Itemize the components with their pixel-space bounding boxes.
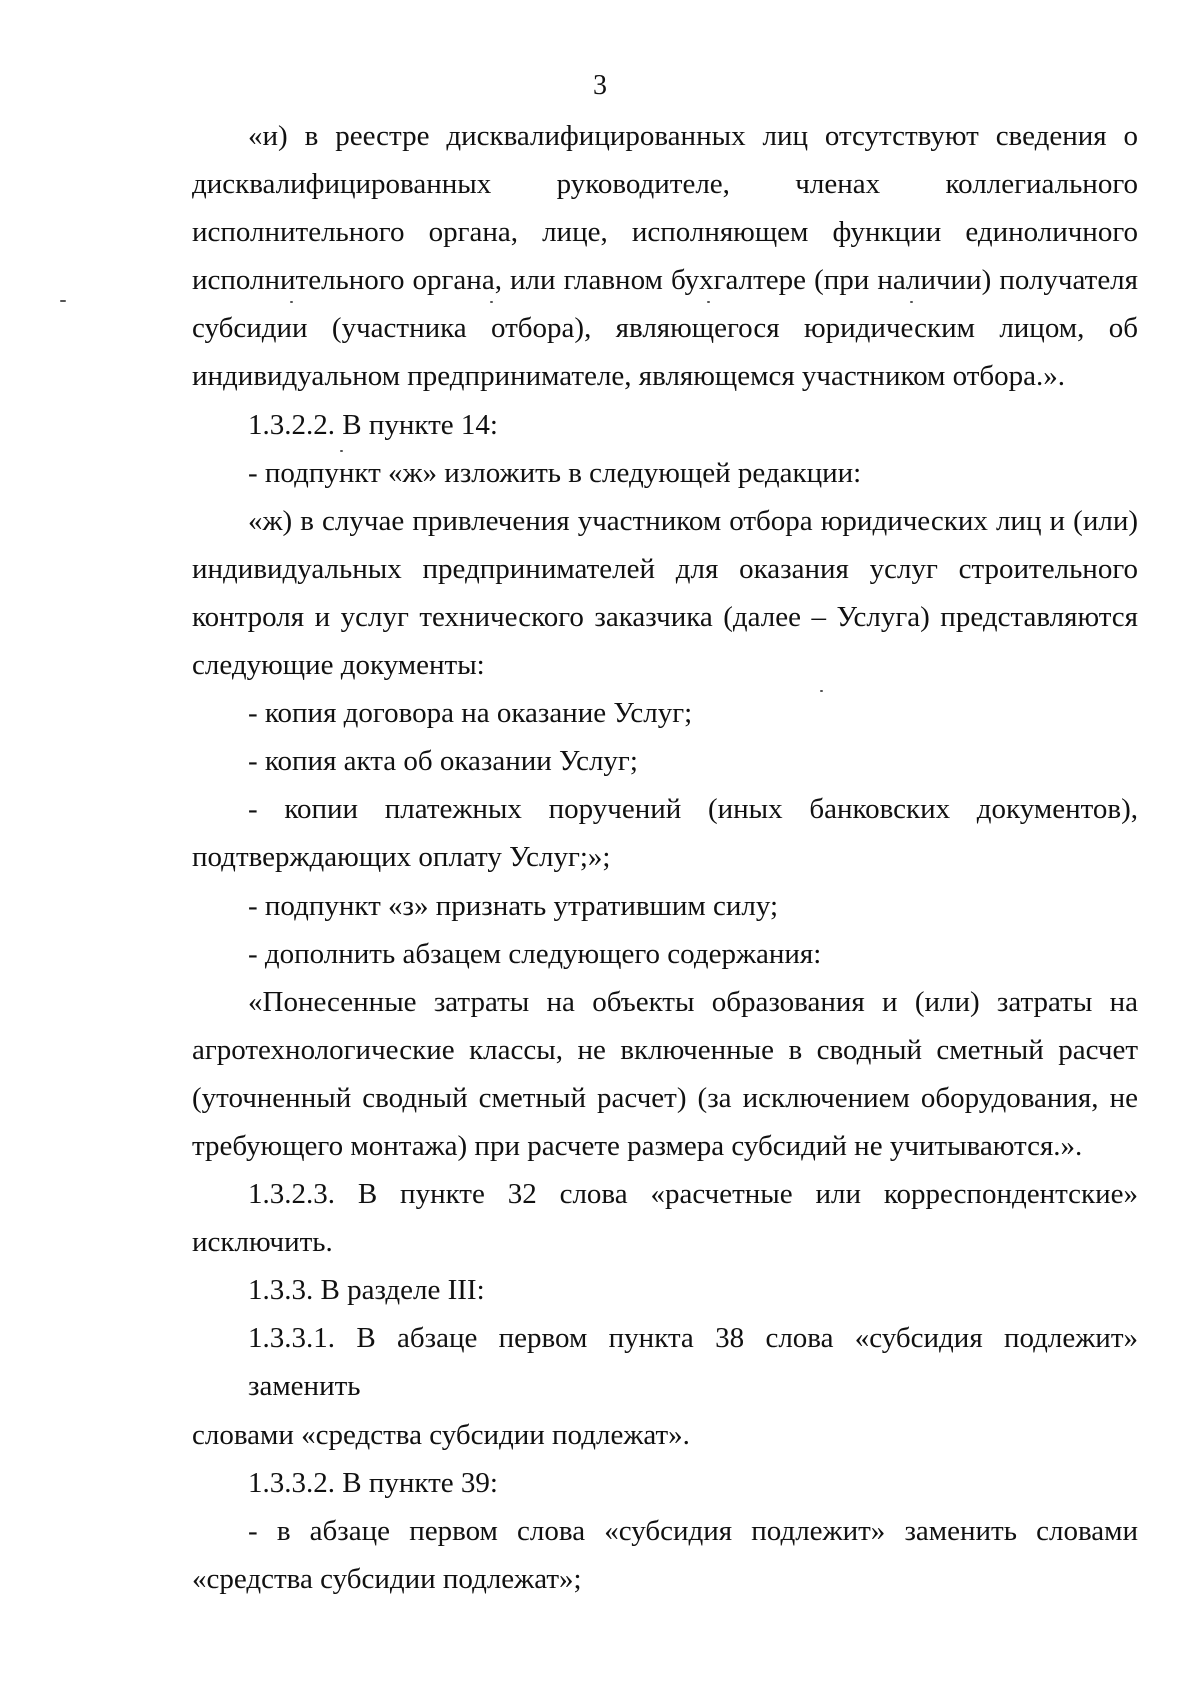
text-line: - копии платежных поручений (иных банковских документов), — [248, 793, 1138, 826]
paragraph-subclause-z: - подпункт «з» признать утратившим силу; — [248, 889, 779, 922]
text-line: исполнительного органа, лице, исполняющем функции единоличного — [192, 216, 1138, 249]
list-item-contract-copy: - копия договора на оказание Услуг; — [248, 697, 693, 730]
text-line: - в абзаце первом слова «субсидия подлежит» заменить словами — [248, 1514, 1138, 1547]
paragraph-1-3-2-2: 1.3.2.2. В пункте 14: — [248, 408, 498, 441]
text-line: «ж) в случае привлечения участником отбора юридических лиц и (или) — [248, 504, 1138, 537]
paragraph-add-abzats: - дополнить абзацем следующего содержания: — [248, 937, 822, 970]
text-line: 1.3.2.3. В пункте 32 слова «расчетные или корреспондентские» — [248, 1178, 1138, 1211]
text-line: «средства субсидии подлежат»; — [192, 1562, 582, 1595]
text-line: «Понесенные затраты на объекты образования и (или) затраты на — [248, 985, 1138, 1018]
paragraph-1-3-3-1 — [192, 1314, 1138, 1458]
text-line: индивидуальных предпринимателей для оказания услуг строительного — [192, 552, 1138, 585]
text-line: индивидуальном предпринимателе, являющемся участником отбора.». — [192, 360, 1066, 393]
text-line: требующего монтажа) при расчете размера субсидий не учитываются.». — [192, 1129, 1083, 1162]
text-line: дисквалифицированных руководителе, членах коллегиального — [192, 168, 1138, 201]
text-line: (уточненный сводный сметный расчет) (за исключением оборудования, не — [192, 1081, 1138, 1114]
scan-speck — [60, 300, 66, 302]
text-line: подтверждающих оплату Услуг;»; — [192, 841, 611, 874]
text-line: агротехнологические классы, не включенные в сводный сметный расчет — [192, 1033, 1138, 1066]
text-line: исполнительного органа, или главном бухгалтере (при наличии) получателя — [192, 264, 1138, 297]
paragraph-1-3-3: 1.3.3. В разделе III: — [248, 1274, 485, 1307]
list-item-payment-orders — [192, 785, 1138, 881]
paragraph-1-3-3-2: 1.3.3.2. В пункте 39: — [248, 1466, 498, 1499]
text-line: исключить. — [192, 1226, 333, 1259]
text-line: контроля и услуг технического заказчика (далее – Услуга) представляются — [192, 600, 1138, 633]
text-line: следующие документы: — [192, 649, 485, 682]
paragraph-clause-i — [192, 112, 1138, 401]
paragraph-1-3-2-3 — [192, 1170, 1138, 1266]
paragraph-abzats-first — [192, 1507, 1138, 1603]
document-body — [192, 112, 1138, 1603]
text-line: субсидии (участника отбора), являющегося юридическим лицом, об — [192, 312, 1138, 345]
text-line: 1.3.3.1. В абзаце первом пункта 38 слова «субсидия подлежит» заменить — [248, 1322, 1138, 1403]
paragraph-costs — [192, 978, 1138, 1170]
paragraph-subclause-zh: - подпункт «ж» изложить в следующей редакции: — [248, 456, 862, 489]
page-number: 3 — [593, 70, 607, 101]
text-line: «и) в реестре дисквалифицированных лиц отсутствуют сведения о — [248, 120, 1138, 152]
list-item-act-copy: - копия акта об оказании Услуг; — [248, 745, 638, 778]
text-line: словами «средства субсидии подлежат». — [192, 1418, 690, 1451]
paragraph-clause-zh — [192, 497, 1138, 689]
